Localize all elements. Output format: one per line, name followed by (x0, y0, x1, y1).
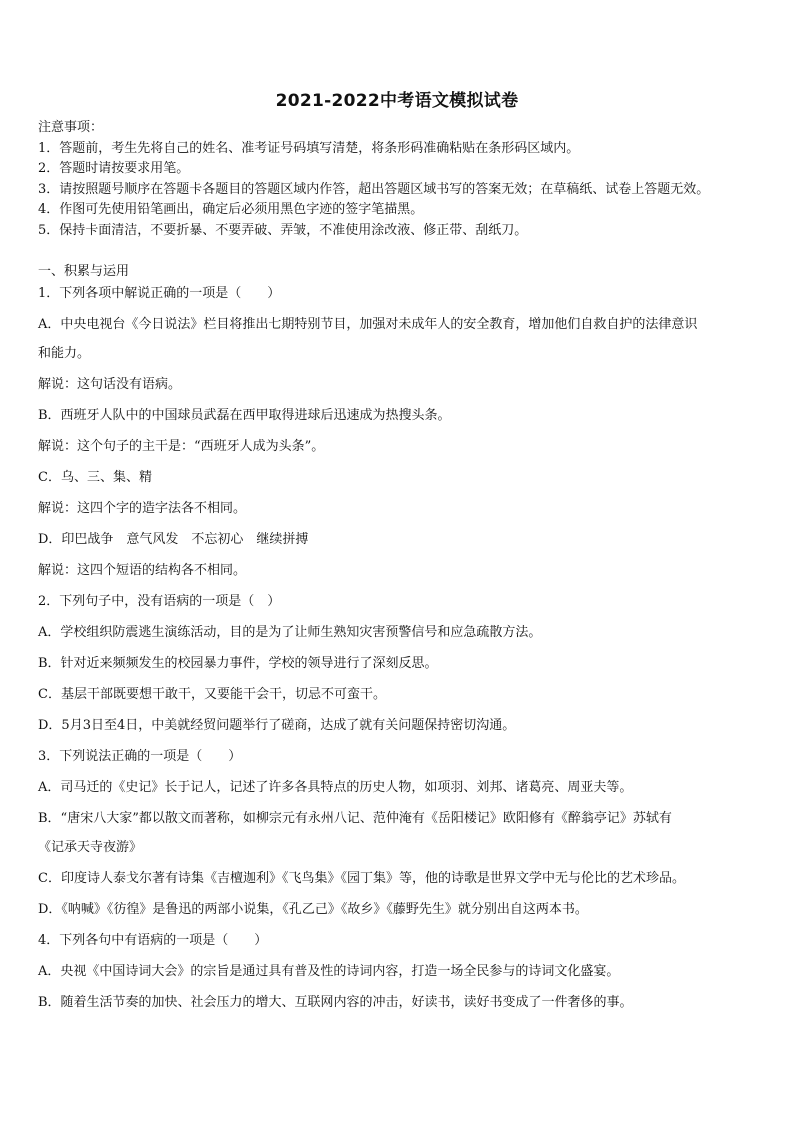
option-line: D．5月3日至4日，中美就经贸问题举行了磋商，达成了就有关问题保持密切沟通。 (38, 718, 516, 733)
notice-item: 5．保持卡面清洁，不要折暴、不要弄破、弄皱，不准使用涂改液、修正带、刮纸刀。 (38, 222, 528, 238)
option-line: B．针对近来频频发生的校园暴力事件，学校的领导进行了深刻反思。 (38, 656, 438, 671)
notice-heading: 注意事项： (38, 120, 104, 135)
explanation-line: 解说：这个句子的主干是：“西班牙人成为头条”。 (38, 439, 325, 454)
notice-item: 4．作图可先使用铅笔画出，确定后必须用黑色字迹的签字笔描黑。 (38, 202, 424, 217)
section-heading: 一、积累与运用 (38, 264, 130, 279)
explanation-line: 解说：这句话没有语病。 (38, 377, 182, 392)
notice-item: 2．答题时请按要求用笔。 (38, 161, 190, 176)
question-stem: 3．下列说法正确的一项是（ ） (38, 749, 242, 764)
option-line: B．随着生活节奏的加快、社会压力的增大、互联网内容的冲击，好读书，读好书变成了一件奢侈的事。 (38, 995, 633, 1010)
question-stem: 4．下列各句中有语病的一项是（ ） (38, 933, 268, 948)
option-line: C．印度诗人泰戈尔著有诗集《吉檀迦利》《飞鸟集》《园丁集》等，他的诗歌是世界文学中无与伦比的艺术珍品。 (38, 871, 685, 886)
notice-item: 1．答题前，考生先将自己的姓名、准考证号码填写清楚，将条形码准确粘贴在条形码区域内。 (38, 140, 580, 156)
page-title: 2021-2022中考语文模拟试卷 (275, 91, 519, 111)
notice-block (38, 118, 768, 241)
question-section (38, 262, 760, 1024)
question-stem: 1．下列各项中解说正确的一项是（ ） (38, 286, 281, 301)
option-line: A．司马迁的《史记》长于记人，记述了许多各具特点的历史人物，如项羽、刘邦、诸葛亮、周亚夫等。 (38, 780, 633, 795)
option-line: A．中央电视台《今日说法》栏目将推出七期特别节目，加强对未成年人的安全教育，增加他们自救自护的法律意识 (38, 317, 698, 332)
option-line: B．西班牙人队中的中国球员武磊在西甲取得进球后迅速成为热搜头条。 (38, 408, 451, 423)
option-line: A．学校组织防震逃生演练活动，目的是为了让师生熟知灾害预警信号和应急疏散方法。 (38, 625, 542, 640)
option-line: B．“唐宋八大家”都以散文而著称，如柳宗元有永州八记、范仲淹有《岳阳楼记》欧阳修有《醉翁亭记》苏轼有 (38, 811, 672, 826)
option-line: D．《呐喊》《彷徨》是鲁迅的两部小说集，《孔乙己》《故乡》《藤野先生》就分别出自这两本书。 (38, 902, 588, 917)
explanation-line: 解说：这四个字的造字法各不相同。 (38, 501, 247, 516)
option-line-continued: 《记承天寺夜游》 (38, 840, 143, 855)
option-line: C．基层干部既要想干敢干，又要能干会干，切忌不可蛮干。 (38, 687, 386, 702)
option-line: C．乌、三、集、精 (38, 470, 152, 485)
explanation-line: 解说：这四个短语的结构各不相同。 (38, 563, 247, 578)
option-line: A．央视《中国诗词大会》的宗旨是通过具有普及性的诗词内容，打造一场全民参与的诗词文化盛宴。 (38, 964, 620, 979)
option-line-continued: 和能力。 (38, 346, 91, 361)
question-stem: 2．下列句子中，没有语病的一项是（ ） (38, 594, 281, 609)
option-line: D．印巴战争 意气风发 不忘初心 继续拼搏 (38, 532, 309, 547)
notice-item: 3．请按照题号顺序在答题卡各题目的答题区域内作答，超出答题区域书写的答案无效；在草稿纸、试卷上答题无效。 (38, 181, 710, 197)
